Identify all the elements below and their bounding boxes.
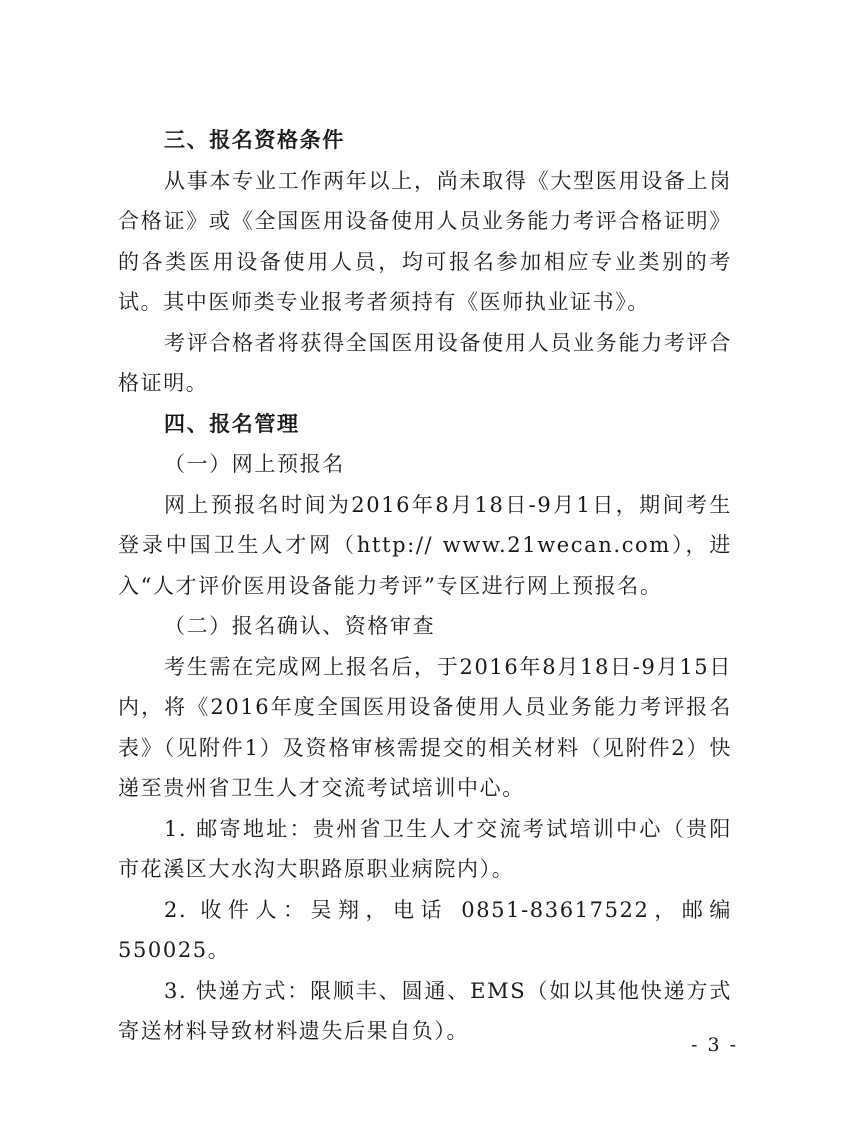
- list-item-recipient: 2. 收件人：吴翔，电话 0851-83617522，邮编 550025。: [118, 897, 732, 962]
- paragraph-online-preregistration: 网上预报名时间为2016年8月18日-9月1日，期间考生登录中国卫生人才网（http:// www.21wecan.com），进入“人才评价医用设备能力考评”专区进行网上预报名。: [118, 492, 732, 598]
- section-heading-eligibility: 三、报名资格条件: [164, 128, 345, 152]
- list-item-mailing-address: 1. 邮寄地址：贵州省卫生人才交流考试培训中心（贵阳市花溪区大水沟大职路原职业病院内）。: [118, 816, 732, 881]
- section-heading-registration-management: 四、报名管理: [164, 411, 300, 436]
- paragraph-certificate-award: 考评合格者将获得全国医用设备使用人员业务能力考评合格证明。: [118, 330, 732, 395]
- paragraph-confirmation-review: 考生需在完成网上报名后，于2016年8月18日-9月15日内，将《2016年度全国医用设备使用人员业务能力考评报名表》（见附件1）及资格审核需提交的相关材料（见附件2）快递至贵州省卫生人才交流考试培训中心。: [118, 654, 732, 800]
- paragraph-eligibility-requirements: 从事本专业工作两年以上，尚未取得《大型医用设备上岗合格证》或《全国医用设备使用人员业务能力考评合格证明》的各类医用设备使用人员，均可报名参加相应专业类别的考试。其中医师类专业报考者须持有《医师执业证书》。: [118, 168, 732, 314]
- list-item-courier-method: 3. 快递方式：限顺丰、圆通、EMS（如以其他快递方式寄送材料导致材料遗失后果自负）。: [118, 978, 732, 1043]
- document-body: [118, 120, 732, 1052]
- subheading-confirmation-review: （二）报名确认、资格审查: [164, 614, 436, 638]
- page-number: - 3 -: [690, 1034, 738, 1056]
- subheading-online-preregistration: （一）网上预报名: [164, 452, 345, 476]
